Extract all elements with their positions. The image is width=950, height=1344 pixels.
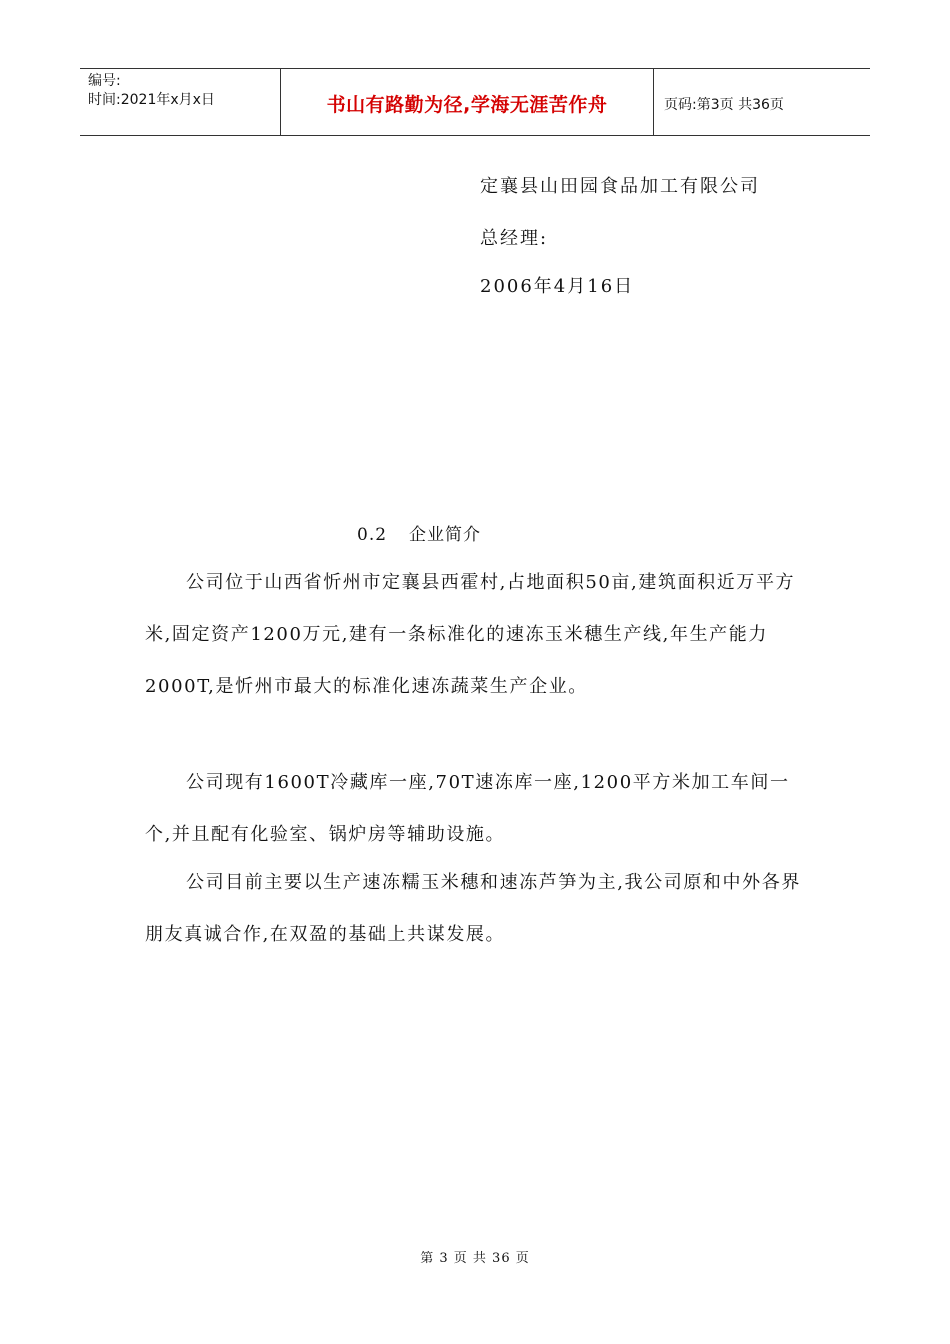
header-page-info: 页码:第3页 共36页 bbox=[664, 96, 784, 113]
header-number-label: 编号: bbox=[88, 73, 121, 89]
paragraph-products: 公司目前主要以生产速冻糯玉米穗和速冻芦笋为主,我公司原和中外各界朋友真诚合作,在双盈的基础上共谋发展。 bbox=[145, 872, 801, 945]
section-number: 0.2 bbox=[357, 525, 388, 545]
signature-date: 2006年4月16日 bbox=[480, 276, 635, 297]
section-heading bbox=[357, 520, 481, 545]
page-footer: 第 3 页 共 36 页 bbox=[420, 1251, 530, 1266]
signature-manager: 总经理: bbox=[480, 228, 549, 249]
paragraph-intro: 公司位于山西省忻州市定襄县西霍村,占地面积50亩,建筑面积近万平方米,固定资产1200万元,建有一条标准化的速冻玉米穗生产线,年生产能力2000T,是忻州市最大的标准化速冻蔬菜生产企业。 bbox=[145, 572, 796, 697]
header-time-label: 时间:2021年x月x日 bbox=[88, 92, 215, 108]
page-header bbox=[80, 68, 870, 136]
section-title: 企业简介 bbox=[409, 525, 482, 545]
paragraph-facilities: 公司现有1600T冷藏库一座,70T速冻库一座,1200平方米加工车间一个,并且配有化验室、锅炉房等辅助设施。 bbox=[145, 772, 790, 845]
header-meta bbox=[80, 69, 281, 135]
header-motto: 书山有路勤为径,学海无涯苦作舟 bbox=[281, 69, 654, 135]
signature-company: 定襄县山田园食品加工有限公司 bbox=[480, 176, 760, 197]
